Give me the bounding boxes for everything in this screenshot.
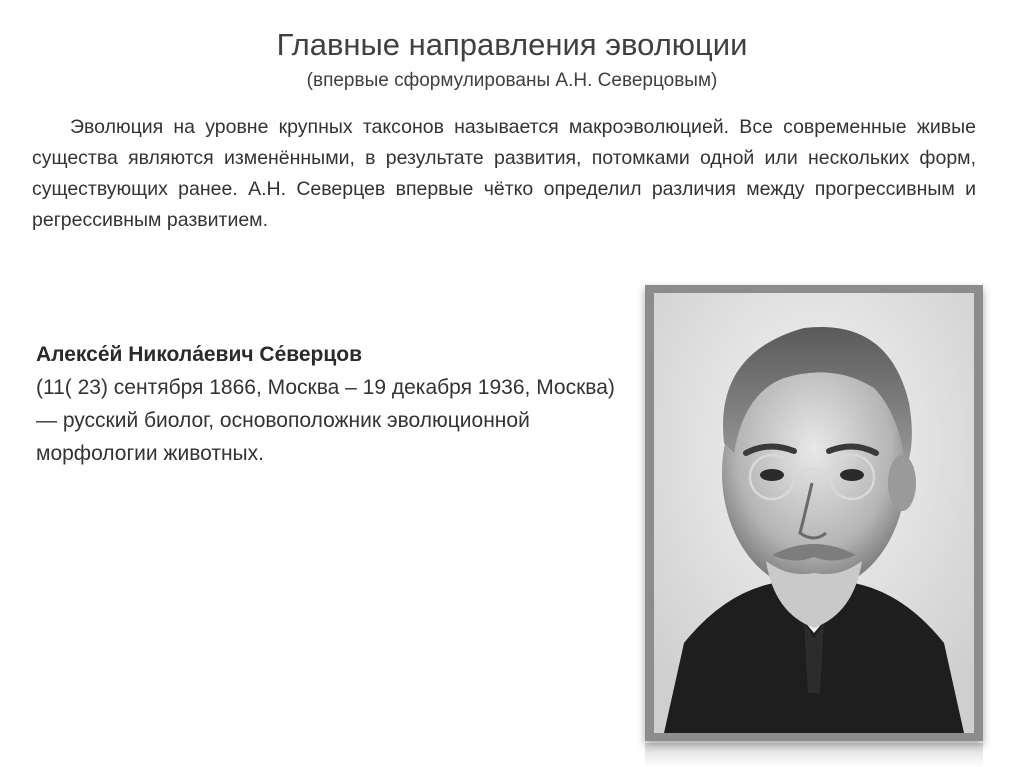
portrait-ear <box>888 455 916 511</box>
bio-text: (11( 23) сентября 1866, Москва – 19 декабря 1936, Москва) — русский биолог, основоположник эволюционной морфологии животных. <box>36 376 615 465</box>
portrait-reflection <box>645 743 983 767</box>
portrait-frame <box>645 285 983 741</box>
portrait-right-eye <box>840 469 864 481</box>
portrait-left-eye <box>760 469 784 481</box>
bio-block <box>36 338 616 470</box>
slide-subtitle: (впервые сформулированы А.Н. Северцовым) <box>306 70 718 91</box>
portrait-photo <box>654 293 974 733</box>
portrait-icon <box>654 293 974 733</box>
bio-name: Алексе́й Никола́евич Се́верцов <box>36 343 363 366</box>
intro-paragraph: Эволюция на уровне крупных таксонов называется макроэволюцией. Все современные живые существа являются изменёнными, в результате развития, потомками одной или нескольких форм, существующих ранее. А.Н. Северцев впервые чётко определил различия между прогрессивным и регрессивным развитием. <box>32 116 976 231</box>
slide-title: Главные направления эволюции <box>276 27 748 62</box>
